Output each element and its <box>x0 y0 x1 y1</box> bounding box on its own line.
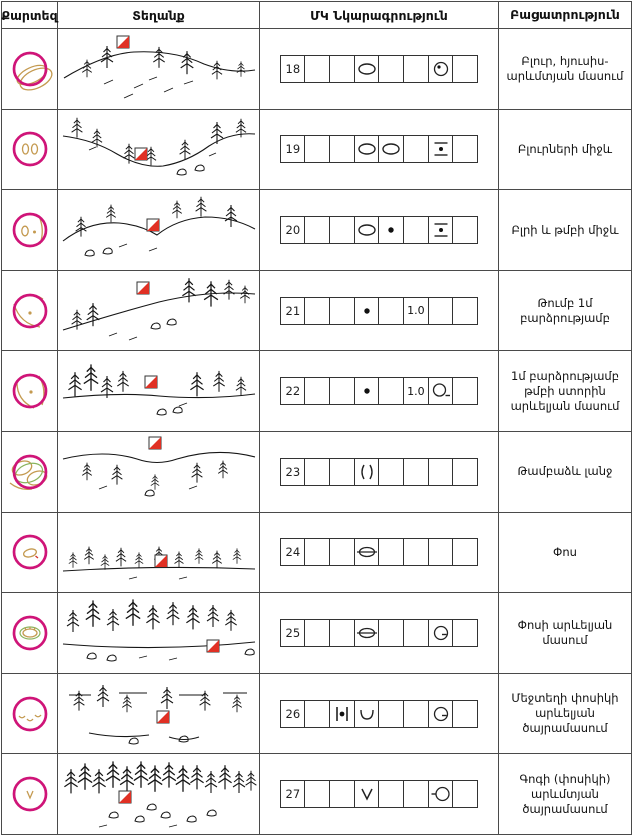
depression-tagged-map-icon <box>2 594 58 672</box>
strip-empty-cell <box>452 619 478 647</box>
explanation-text: Փոս <box>553 544 577 559</box>
terrain-cell <box>58 593 260 673</box>
description-cell <box>260 674 499 754</box>
terrain-sketch <box>59 272 259 350</box>
saddle-contours-map-icon <box>2 433 58 511</box>
strip-empty-cell <box>452 538 478 566</box>
strip-empty-cell <box>428 458 454 486</box>
strip-empty-cell <box>403 619 429 647</box>
table-body <box>2 29 631 834</box>
strip-empty-cell <box>304 780 330 808</box>
strip-empty-cell <box>329 297 355 325</box>
map-symbol-cell <box>2 29 58 109</box>
terrain-sketch <box>59 594 259 672</box>
strip-empty-cell <box>378 297 404 325</box>
strip-empty-cell <box>329 458 355 486</box>
terrain-sketch <box>59 191 259 269</box>
control-strip <box>280 55 478 83</box>
description-cell <box>260 593 499 673</box>
description-cell <box>260 754 499 834</box>
strip-empty-cell <box>329 377 355 405</box>
hill-contours-map-icon <box>2 30 58 108</box>
control-strip <box>280 700 478 728</box>
terrain-sketch <box>59 352 259 430</box>
control-number: 19 <box>280 135 306 163</box>
strip-empty-cell <box>329 619 355 647</box>
depression-symbol-icon <box>354 619 380 647</box>
explanation-text: Թումբ 1մ բարձրությամբ <box>520 295 610 325</box>
strip-empty-cell <box>452 297 478 325</box>
explanation-cell <box>499 29 631 109</box>
dot-contours-a-map-icon <box>2 272 58 350</box>
control-number: 22 <box>280 377 306 405</box>
map-symbol-cell <box>2 513 58 593</box>
terrain-cell <box>58 674 260 754</box>
map-symbol-cell <box>2 674 58 754</box>
explanation-cell <box>499 754 631 834</box>
strip-empty-cell <box>452 135 478 163</box>
description-cell <box>260 110 499 190</box>
control-strip <box>280 458 478 486</box>
table-row <box>2 29 631 110</box>
explanation-text: Գոգի (փոսիկի) արևմտյան ծայրամասում <box>519 771 611 816</box>
knoll-symbol-icon <box>378 135 404 163</box>
explanation-text: 1մ բարձրությամբ թմբի ստորին արևելյան մասում <box>510 368 620 413</box>
strip-empty-cell <box>378 700 404 728</box>
three-dashes-map-icon <box>2 675 58 753</box>
strip-empty-cell <box>304 135 330 163</box>
table-row <box>2 351 631 432</box>
strip-empty-cell <box>304 55 330 83</box>
knoll-symbol-icon <box>354 216 380 244</box>
description-cell <box>260 351 499 431</box>
terrain-cell <box>58 351 260 431</box>
dot-symbol-icon <box>378 216 404 244</box>
explanation-text: Բլուր, հյուսիս-արևմտյան մասում <box>506 53 624 83</box>
explanation-text: Բլրի և թմբի միջև <box>511 222 619 237</box>
dot-symbol-icon <box>354 297 380 325</box>
terrain-cell <box>58 513 260 593</box>
explanation-cell <box>499 351 631 431</box>
dot-contours-b-map-icon <box>2 352 58 430</box>
map-symbol-cell <box>2 593 58 673</box>
table-row <box>2 593 631 674</box>
strip-empty-cell <box>452 216 478 244</box>
map-symbol-cell <box>2 754 58 834</box>
strip-empty-cell <box>403 538 429 566</box>
control-strip <box>280 216 478 244</box>
control-number: 23 <box>280 458 306 486</box>
terrain-cell <box>58 190 260 270</box>
depression-symbol-icon <box>354 538 380 566</box>
strip-empty-cell <box>403 216 429 244</box>
strip-empty-cell <box>403 458 429 486</box>
strip-empty-cell <box>403 780 429 808</box>
terrain-cell <box>58 110 260 190</box>
control-number: 21 <box>280 297 306 325</box>
strip-empty-cell <box>403 135 429 163</box>
strip-empty-cell <box>428 297 454 325</box>
terrain-sketch <box>59 675 259 753</box>
terrain-sketch <box>59 755 259 833</box>
control-strip <box>280 538 478 566</box>
map-symbol-cell <box>2 110 58 190</box>
table-row <box>2 674 631 755</box>
u-depression-symbol-icon <box>354 700 380 728</box>
explanation-text: Թամբաձև լանջ <box>517 464 613 479</box>
strip-empty-cell <box>304 216 330 244</box>
description-cell <box>260 513 499 593</box>
strip-empty-cell <box>452 377 478 405</box>
control-number: 24 <box>280 538 306 566</box>
table-row <box>2 110 631 191</box>
circle-dot-e-symbol-icon <box>428 700 454 728</box>
circle-tick-se-symbol-icon <box>428 377 454 405</box>
control-strip <box>280 780 478 808</box>
strip-empty-cell <box>403 700 429 728</box>
strip-empty-cell <box>378 55 404 83</box>
control-number: 25 <box>280 619 306 647</box>
explanation-cell <box>499 432 631 512</box>
strip-empty-cell <box>378 619 404 647</box>
strip-text-cell: 1.0 <box>403 297 429 325</box>
strip-empty-cell <box>304 538 330 566</box>
description-cell <box>260 29 499 109</box>
strip-empty-cell <box>304 458 330 486</box>
map-symbol-cell <box>2 271 58 351</box>
header-terrain-column: Տեղանք <box>58 2 260 28</box>
between-symbol-icon <box>428 216 454 244</box>
strip-empty-cell <box>304 619 330 647</box>
circle-dot-nw-symbol-icon <box>428 55 454 83</box>
header-map-column: Քարտեզ <box>2 2 58 28</box>
explanation-cell <box>499 513 631 593</box>
description-cell <box>260 432 499 512</box>
explanation-cell <box>499 674 631 754</box>
table-row <box>2 432 631 513</box>
table-row <box>2 271 631 352</box>
terrain-sketch <box>59 110 259 188</box>
circle-dot-e-symbol-icon <box>428 619 454 647</box>
control-number: 18 <box>280 55 306 83</box>
header-explanation-column: Բացատրություն <box>510 6 620 22</box>
control-number: 27 <box>280 780 306 808</box>
map-symbol-cell <box>2 432 58 512</box>
control-strip <box>280 135 478 163</box>
two-knolls-map-icon <box>2 110 58 188</box>
terrain-sketch <box>59 513 259 591</box>
control-strip <box>280 619 478 647</box>
knoll-symbol-icon <box>354 135 380 163</box>
description-cell <box>260 190 499 270</box>
table-header <box>2 2 631 29</box>
terrain-sketch <box>59 30 259 108</box>
strip-empty-cell <box>304 700 330 728</box>
terrain-cell <box>58 29 260 109</box>
control-strip <box>280 377 478 405</box>
strip-empty-cell <box>329 135 355 163</box>
map-symbol-cell <box>2 190 58 270</box>
map-symbol-cell <box>2 351 58 431</box>
strip-empty-cell <box>304 297 330 325</box>
strip-empty-cell <box>329 780 355 808</box>
explanation-cell <box>499 271 631 351</box>
circle-tick-w-symbol-icon <box>428 780 454 808</box>
strip-empty-cell <box>452 55 478 83</box>
table-row <box>2 513 631 594</box>
strip-empty-cell <box>378 377 404 405</box>
control-strip <box>280 297 478 325</box>
strip-empty-cell <box>304 377 330 405</box>
explanation-text: Բլուրների միջև <box>517 141 613 156</box>
terrain-cell <box>58 432 260 512</box>
pit-v-map-icon <box>2 755 58 833</box>
control-description-table <box>1 1 632 835</box>
strip-empty-cell <box>378 458 404 486</box>
strip-empty-cell <box>329 55 355 83</box>
between-symbol-icon <box>428 135 454 163</box>
knoll-dot-slope-map-icon <box>2 191 58 269</box>
strip-text-cell: 1.0 <box>403 377 429 405</box>
terrain-cell <box>58 271 260 351</box>
pit-symbol-icon <box>354 780 380 808</box>
explanation-text: Փոսի արևելյան մասում <box>517 618 613 647</box>
control-number: 26 <box>280 700 306 728</box>
dot-symbol-icon <box>354 377 380 405</box>
explanation-cell <box>499 110 631 190</box>
strip-empty-cell <box>403 55 429 83</box>
strip-empty-cell <box>329 216 355 244</box>
table-row <box>2 754 631 834</box>
strip-empty-cell <box>452 780 478 808</box>
saddle-symbol-icon <box>354 458 380 486</box>
explanation-cell <box>499 190 631 270</box>
knoll-symbol-icon <box>354 55 380 83</box>
strip-empty-cell <box>378 780 404 808</box>
description-cell <box>260 271 499 351</box>
explanation-text: Մեջտեղի փոսիկի արևելյան ծայրամասում <box>511 691 619 736</box>
strip-empty-cell <box>452 700 478 728</box>
terrain-cell <box>58 754 260 834</box>
strip-empty-cell <box>329 538 355 566</box>
terrain-sketch <box>59 433 259 511</box>
header-description-column: ՄԿ Նկարագրություն <box>260 2 499 28</box>
strip-empty-cell <box>378 538 404 566</box>
small-depression-map-icon <box>2 513 58 591</box>
control-number: 20 <box>280 216 306 244</box>
explanation-cell <box>499 593 631 673</box>
strip-empty-cell <box>428 538 454 566</box>
strip-empty-cell <box>452 458 478 486</box>
middle-symbol-icon <box>329 700 355 728</box>
table-row <box>2 190 631 271</box>
